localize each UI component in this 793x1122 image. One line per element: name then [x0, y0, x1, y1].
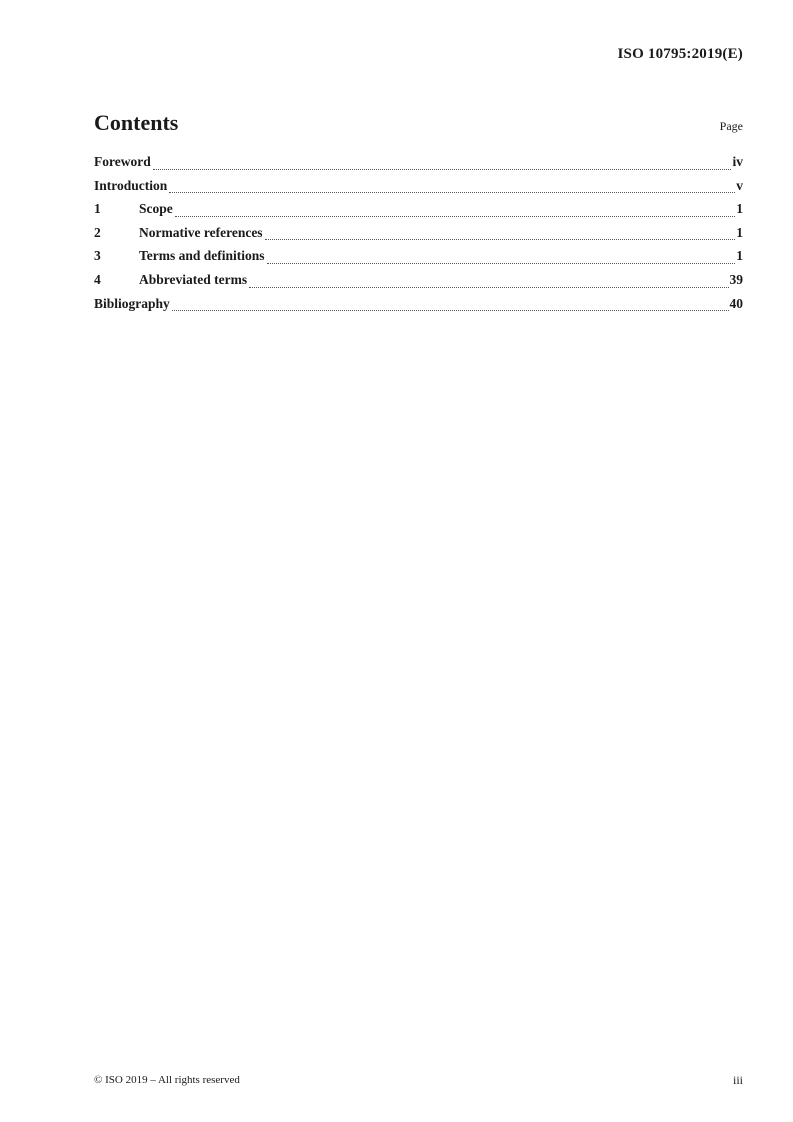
toc-dot-leader	[249, 286, 728, 288]
toc-entry-page: iv	[732, 154, 743, 169]
toc-dot-leader	[175, 215, 736, 217]
toc-entry-terms-and-definitions[interactable]	[94, 248, 743, 272]
toc-entry-abbreviated-terms[interactable]	[94, 272, 743, 296]
toc-dot-leader	[169, 191, 735, 193]
toc-entry-page: 1	[736, 224, 743, 240]
toc-entry-page: v	[736, 177, 743, 193]
toc-entry-scope[interactable]	[94, 201, 743, 225]
toc-entry-number: 2	[94, 224, 101, 240]
toc-entry-number: 3	[94, 248, 101, 264]
contents-header	[94, 110, 743, 140]
toc-entry-introduction[interactable]	[94, 178, 743, 202]
toc-entry-title: Abbreviated terms	[139, 271, 248, 287]
toc-entry-page: 1	[736, 201, 743, 217]
toc-dot-leader	[267, 262, 736, 264]
contents-title: Contents	[94, 110, 179, 135]
toc-entry-title: Introduction	[94, 177, 168, 193]
toc-entry-title: Foreword	[94, 154, 151, 169]
toc-entry-title: Terms and definitions	[139, 248, 265, 264]
toc-entry-page: 1	[736, 248, 743, 264]
toc-entry-normative-references[interactable]	[94, 225, 743, 249]
copyright-notice: © ISO 2019 – All rights reserved	[94, 1074, 240, 1086]
toc-entry-page: 39	[729, 271, 743, 287]
toc-entry-foreword[interactable]	[94, 154, 743, 178]
toc-entry-page: 40	[729, 295, 743, 311]
toc-entry-title: Scope	[139, 201, 173, 217]
page-column-label: Page	[719, 119, 743, 133]
page-number: iii	[732, 1073, 743, 1087]
toc-dot-leader	[153, 168, 732, 170]
toc-dot-leader	[172, 309, 729, 311]
toc-dot-leader	[265, 238, 736, 240]
toc-entry-number: 1	[94, 201, 101, 217]
document-id: ISO 10795:2019(E)	[617, 46, 743, 62]
toc-entry-number: 4	[94, 271, 101, 287]
table-of-contents	[94, 154, 743, 319]
toc-entry-title: Bibliography	[94, 295, 170, 311]
toc-entry-title: Normative references	[139, 224, 263, 240]
toc-entry-bibliography[interactable]	[94, 296, 743, 320]
